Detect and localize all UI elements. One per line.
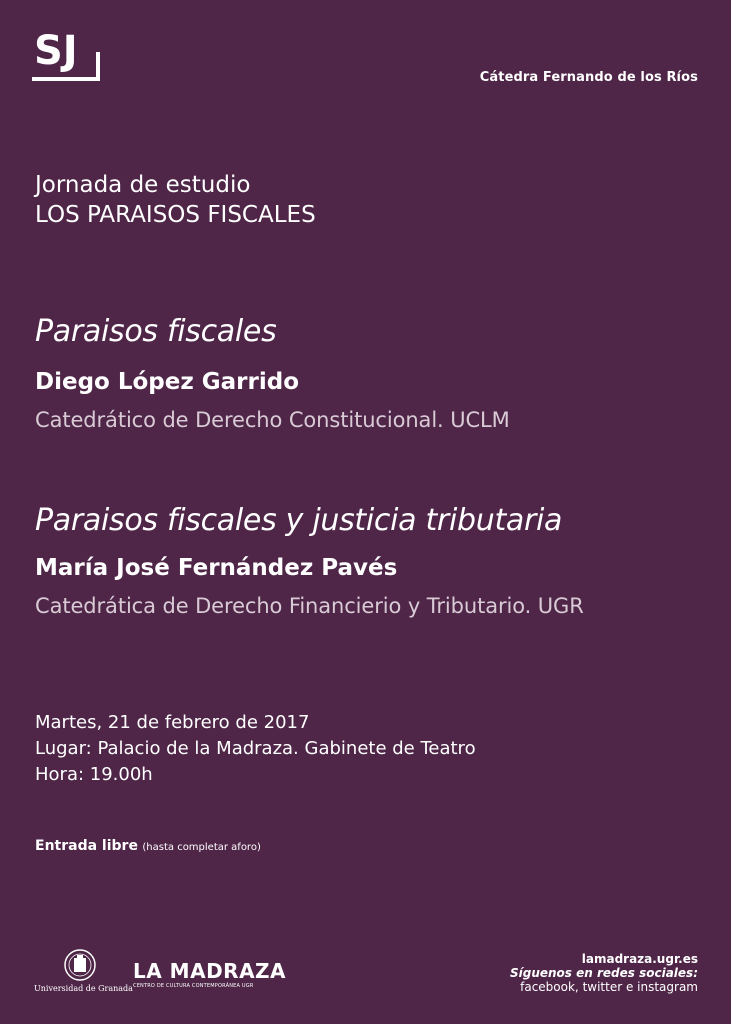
talk-2-title: Paraisos fiscales y justicia tributaria <box>35 503 563 538</box>
event-time: Hora: 19.00h <box>35 764 153 785</box>
sj-logo <box>32 26 104 86</box>
madraza-name: LA MADRAZA <box>133 959 287 983</box>
entrance-note: (hasta completar aforo) <box>142 842 261 853</box>
social-label: Síguenos en redes sociales: <box>509 966 698 980</box>
event-info <box>35 710 476 788</box>
event-subtitle: Jornada de estudio <box>35 172 251 198</box>
event-place: Lugar: Palacio de la Madraza. Gabinete de Teatro <box>35 738 476 759</box>
event-date: Martes, 21 de febrero de 2017 <box>35 712 310 733</box>
catedra-name: Cátedra Fernando de los Ríos <box>479 70 698 85</box>
talk-2-speaker: María José Fernández Pavés <box>35 555 398 581</box>
madraza-subtitle: CENTRO DE CULTURA CONTEMPORÁNEA UGR <box>133 983 254 989</box>
talk-1-title: Paraisos fiscales <box>35 314 277 349</box>
talk-1-speaker: Diego López Garrido <box>35 369 299 395</box>
talk-1-role: Catedrático de Derecho Constitucional. UCLM <box>35 408 510 432</box>
entrance-info <box>35 838 261 854</box>
social-list: facebook, twitter e instagram <box>520 980 698 994</box>
website-link[interactable]: lamadraza.ugr.es <box>581 952 698 966</box>
sj-logo-text: SJ <box>34 28 78 74</box>
talk-2-role: Catedrática de Derecho Financierio y Tributario. UGR <box>35 594 584 618</box>
entrance-label: Entrada libre <box>35 838 138 854</box>
university-name: Universidad de Granada <box>34 984 133 993</box>
event-title: LOS PARAISOS FISCALES <box>35 202 316 228</box>
madraza-logo <box>133 960 286 989</box>
web-info <box>510 952 698 994</box>
event-heading <box>35 170 316 230</box>
